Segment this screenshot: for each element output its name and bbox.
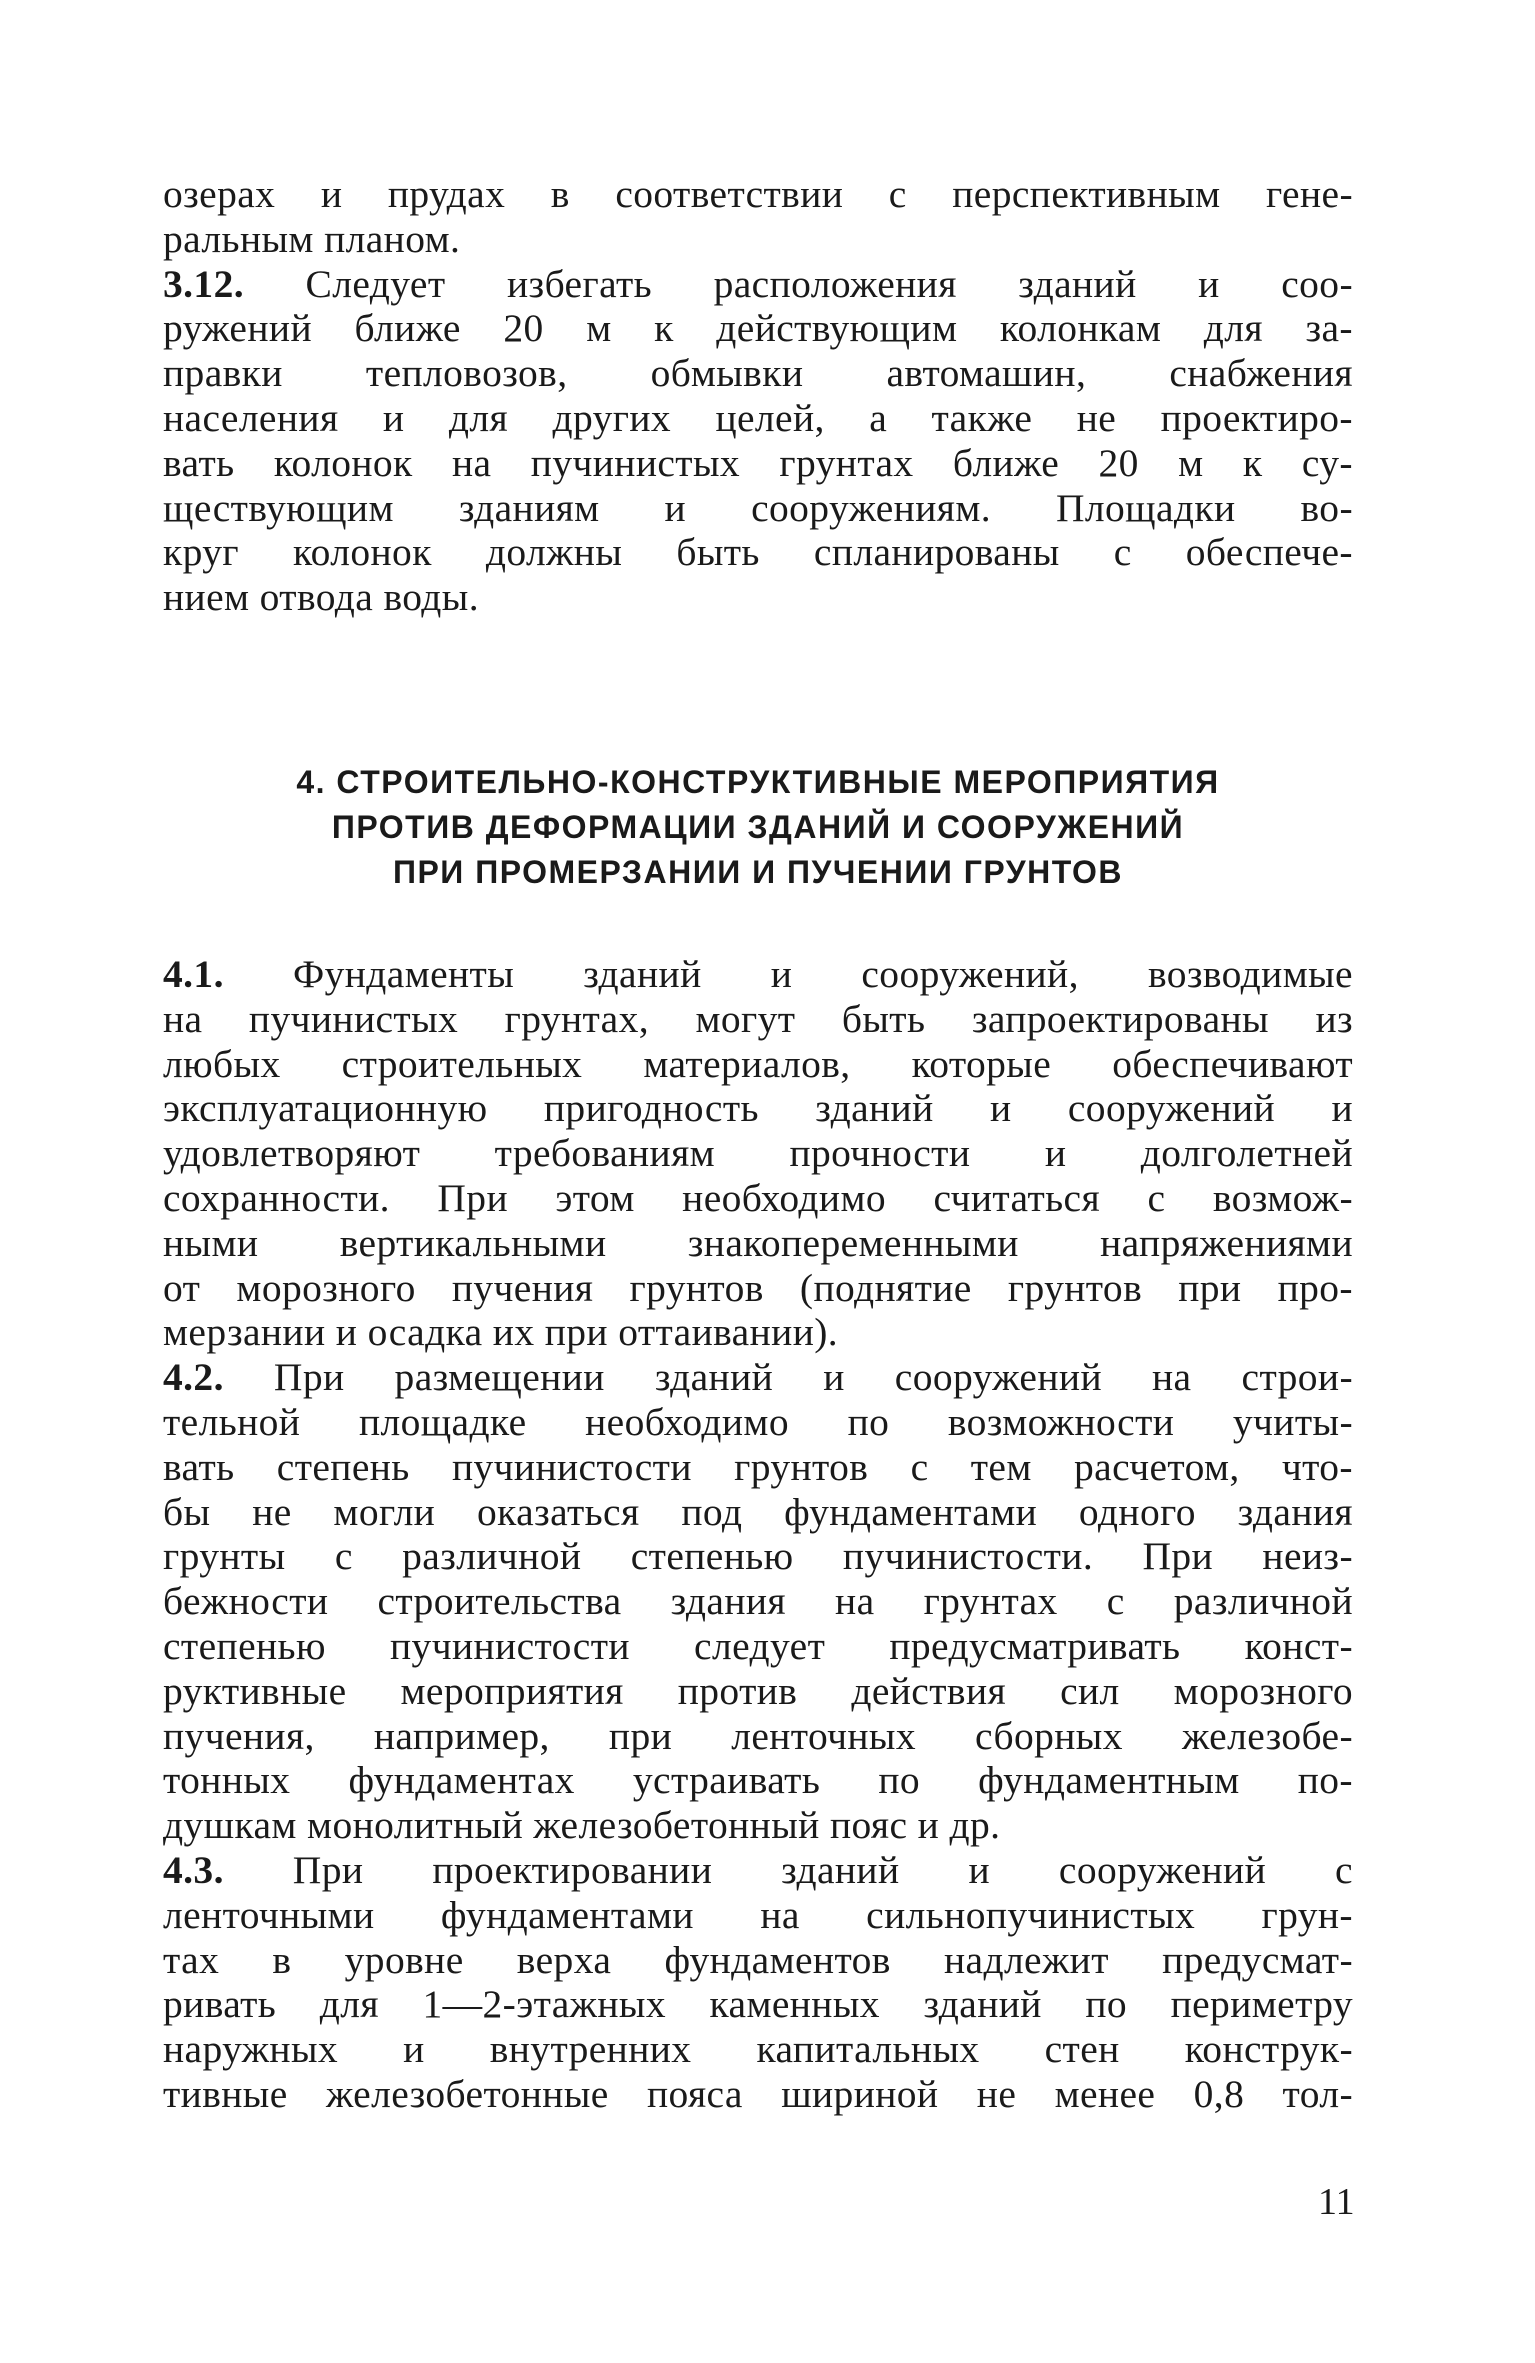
text-line [163,1534,1353,1579]
text-line [163,530,1353,575]
text-line [163,306,1353,351]
line-text: мерзании и осадка их при оттаивании). [163,1310,839,1355]
text-line [163,1176,1353,1221]
line-text: сохранности. При этом необходимо считаться с возмож- [163,1175,1353,1220]
line-text: тельной площадке необходимо по возможности учиты- [163,1399,1353,1444]
text-line [163,1714,1353,1759]
text-line [163,1758,1353,1803]
line-text: удовлетворяют требованиям прочности и долголетней [163,1131,1353,1176]
text-line [163,262,1353,307]
line-text: ществующим зданиям и сооружениям. Площадки во- [163,485,1353,530]
paragraph-block-top [163,172,1353,620]
text-line [163,1938,1353,1983]
text-line [163,172,1353,217]
line-text: При размещении зданий и сооружений на строи- [223,1355,1353,1400]
text-line [163,1131,1353,1176]
line-text: душкам монолитный железобетонный пояс и др. [163,1803,1001,1848]
line-text: Следует избегать расположения зданий и соо- [244,261,1353,306]
line-text: наружных и внутренних капитальных стен конструк- [163,2027,1353,2072]
line-text: вать степень пучинистости грунтов с тем расчетом, что- [163,1444,1353,1489]
page-number: 11 [1318,2181,1355,2223]
line-text: ружений ближе 20 м к действующим колонкам для за- [163,306,1353,351]
clause-number: 3.12. [163,261,244,306]
line-text: Фундаменты зданий и сооружений, возводимые [223,952,1353,996]
text-line [163,1490,1353,1535]
line-text: эксплуатационную пригодность зданий и сооружений и [163,1086,1353,1131]
text-line [163,396,1353,441]
text-line [163,217,1353,262]
line-text: круг колонок должны быть спланированы с обеспече- [163,530,1353,575]
text-line [163,1624,1353,1669]
line-text: любых строительных материалов, которые обеспечивают [163,1041,1353,1086]
text-line [163,1982,1353,2027]
paragraph-block-main [163,952,1353,2117]
clause-number: 4.2. [163,1355,224,1400]
line-text: нием отвода воды. [163,575,479,620]
clause-number: 4.3. [163,1847,224,1892]
text-line [163,1310,1353,1355]
text-line [163,575,1353,620]
section-heading-line-3: ПРИ ПРОМЕРЗАНИИ И ПУЧЕНИИ ГРУНТОВ [392,854,1124,890]
text-line [163,1266,1353,1311]
text-line [163,1803,1353,1848]
line-text: тонных фундаментах устраивать по фундаментным по- [163,1758,1353,1803]
text-line [163,1042,1353,1087]
text-line [163,997,1353,1042]
text-line [163,1086,1353,1131]
line-text: руктивные мероприятия против действия сил морозного [163,1668,1353,1713]
text-line [163,1848,1353,1893]
text-line [163,952,1353,997]
line-text: тивные железобетонные пояса шириной не менее 0,8 тол- [163,2071,1353,2116]
text-line [163,1669,1353,1714]
line-text: озерах и прудах в соответствии с перспективным гене- [163,172,1353,216]
text-line [163,1893,1353,1938]
text-line [163,2027,1353,2072]
line-text: При проектировании зданий и сооружений с [223,1847,1353,1892]
text-line [163,1221,1353,1266]
section-heading-line-2: ПРОТИВ ДЕФОРМАЦИИ ЗДАНИЙ И СООРУЖЕНИЙ [331,809,1185,845]
text-line [163,1400,1353,1445]
text-line [163,1355,1353,1400]
line-text: ральным планом. [163,216,461,261]
line-text: населения и для других целей, а также не проектиро- [163,395,1353,440]
clause-number: 4.1. [163,952,224,996]
line-text: бы не могли оказаться под фундаментами одного здания [163,1489,1353,1534]
line-text: вать колонок на пучинистых грунтах ближе 20 м к су- [163,440,1353,485]
line-text: бежности строительства здания на грунтах с различной [163,1579,1353,1624]
text-line [163,2072,1353,2117]
section-heading [163,760,1353,895]
line-text: ными вертикальными знакопеременными напряжениями [163,1220,1353,1265]
text-line [163,1579,1353,1624]
line-text: пучения, например, при ленточных сборных железобе- [163,1713,1353,1758]
line-text: степенью пучинистости следует предусматривать конст- [163,1623,1353,1668]
line-text: тах в уровне верха фундаментов надлежит предусмат- [163,1937,1353,1982]
section-heading-line-1: 4. СТРОИТЕЛЬНО-КОНСТРУКТИВНЫЕ МЕРОПРИЯТИЯ [296,764,1220,800]
text-line [163,351,1353,396]
line-text: ривать для 1—2-этажных каменных зданий по периметру [163,1982,1353,2027]
line-text: ленточными фундаментами на сильнопучинистых грун- [163,1892,1353,1937]
line-text: от морозного пучения грунтов (поднятие грунтов при про- [163,1265,1353,1310]
text-line [163,1445,1353,1490]
line-text: на пучинистых грунтах, могут быть запроектированы из [163,996,1353,1041]
line-text: грунты с различной степенью пучинистости. При неиз- [163,1534,1353,1579]
line-text: правки тепловозов, обмывки автомашин, снабжения [163,351,1353,396]
text-line [163,486,1353,531]
text-line [163,441,1353,486]
